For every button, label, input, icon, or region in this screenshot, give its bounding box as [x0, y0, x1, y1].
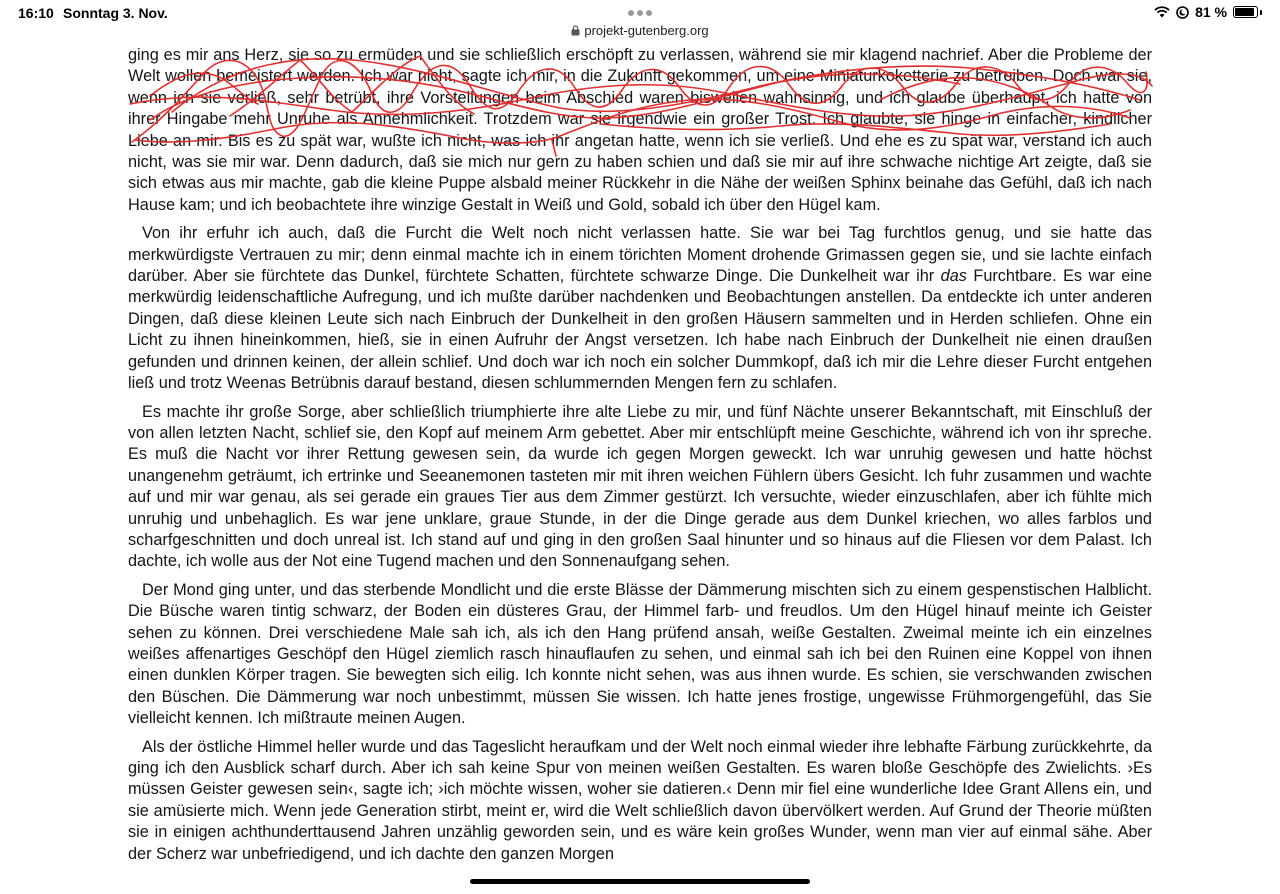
- browser-url-bar[interactable]: [0, 0, 1280, 46]
- address-field[interactable]: [0, 23, 1280, 38]
- paragraph: ging es mir ans Herz, sie so zu ermüden und sie schließlich erschöpft zu verlassen, während sie mir klagend nachrief. Aber die Probleme der Welt wollen bemeistert werden. Ich war nicht, sagte ich mir, in die Zukunft gekommen, um eine Miniaturkoketterie zu betreiben. Doch war sie, wenn ich sie verließ, sehr betrübt, ihre Vorstellungen beim Abschied waren bisweilen wahnsinnig, und ich glaube überhaupt, ich hatte von ihrer Hingabe mehr Unruhe als Annehmlichkeit. Trotzdem war sie irgendwie ein großer Trost. Ich glaubte, sie hinge in einfacher, kindlicher Liebe an mir. Bis es zu spät war, wußte ich nicht, was ich ihr angetan hatte, wenn ich sie verließ. Und ehe es zu spät war, verstand ich auch nicht, was sie mir war. Denn dadurch, daß sie mich nur gern zu haben schien und daß sie mir auf ihre schwache nichtige Art zeigte, daß sie sich etwas aus mir machte, gab die kleine Puppe alsbald meiner Rückkehr in die Nähe der weißen Sphinx beinahe das Gefühl, daß ich nach Hause kam; und ich beobachtete ihre winzige Gestalt in Weiß und Gold, sobald ich über den Hügel kam.: [128, 46, 1152, 214]
- emphasis-text: das: [940, 267, 967, 286]
- paragraph: [128, 223, 1152, 394]
- paragraph: Als der östliche Himmel heller wurde und das Tageslicht heraufkam und der Welt noch einmal wieder ihre lebhafte Färbung zurückkehrte, da ging ich den Ausblick scharf durch. Aber ich sah keine Spur von meinen weißen Gestalten. Es waren bloße Geschöpfe des Zwielichts. ›Es müssen Geister gewesen sein‹, sagte ich; ›ich möchte wissen, woher sie datieren.‹ Denn mir fiel eine wunderliche Idee Grant Allens ein, und sie amüsierte mich. Wenn jede Generation stirbt, meint er, wird die Welt schließlich davon übervölkert werden. Auf Grund der Theorie müßten sie in einigen achthunderttausend Jahren unzählig geworden sein, und es wäre kein großes Wunder, wenn man vier auf einmal sähe. Aber der Scherz war unbefriedigend, und ich dachte den ganzen Morgen: [128, 737, 1152, 863]
- status-date: Sonntag 3. Nov.: [63, 5, 168, 21]
- paragraph: Der Mond ging unter, und das sterbende Mondlicht und die erste Blässe der Dämmerung mischten sich zu einem gespenstischen Halblicht. Die Büsche waren tintig schwarz, der Boden ein düsteres Grau, der Himmel farb- und freudlos. Um den Hügel hinauf meinte ich Geister sehen zu können. Drei verschiedene Male sah ich, als ich den Hang prüfend ansah, weiße Gestalten. Zweimal meinte ich ein einzelnes weißes affenartiges Geschöpf den Hügel ziemlich rasch hinauflaufen zu sehen, und einmal sah ich bei den Ruinen eine Koppel von ihnen einen dunklen Körper tragen. Sie bewegten sich eilig. Ich konnte nicht sehen, was aus ihnen wurde. Es schien, sie verschwanden zwischen den Büschen. Die Dämmerung war noch unbestimmt, müssen Sie wissen. Ich hatte jenes frostige, ungewisse Frühmorgengefühl, das Sie vielleicht kennen. Ich mißtraute meinen Augen.: [128, 580, 1152, 728]
- url-text: projekt-gutenberg.org: [584, 23, 709, 38]
- battery-percent: 81 %: [1195, 4, 1227, 20]
- reader-text: [128, 45, 1152, 872]
- more-dots-icon[interactable]: [628, 10, 652, 16]
- home-indicator[interactable]: [470, 879, 810, 884]
- lock-icon: [571, 25, 580, 36]
- status-time: 16:10: [18, 5, 54, 21]
- paragraph-text: Von ihr erfuhr ich auch, daß die Furcht die Welt noch nicht verlassen hatte. Sie war bei Tag furchtlos genug, und sie hatte das merkwürdigste Vertrauen zu mir; denn einmal machte ich in einem törichten Moment drohende Grimassen gegen sie, und sie lachte einfach darüber. Aber sie fürchtete das Dunkel, fürchtete Schatten, fürchtete schwarze Dinge. Die Dunkelheit war ihr: [128, 224, 1152, 286]
- paragraph-text: Furchtbare. Es war eine merkwürdig leidenschaftliche Aufregung, und ich mußte darüber nachdenken und Beobachtungen anstellen. Da entdeckte ich unter anderen Dingen, daß diese kleinen Leute sich nach Einbruch der Dunkelheit in den großen Häusern sammelten und in Herden schliefen. Ohne ein Licht zu ihnen hineinkommen, hieß, sie in einen Aufruhr der Angst versetzen. Ich habe nach Einbruch der Dunkelheit nie einen draußen gefunden und drinnen keinen, der allein schlief. Und doch war ich noch ein solcher Dummkopf, daß ich mir die Lehre dieser Furcht entgehen ließ und trotz Weenas Betrübnis darauf bestand, diesen schlummernden Mengen fern zu schlafen.: [128, 267, 1152, 393]
- paragraph: Es machte ihr große Sorge, aber schließlich triumphierte ihre alte Liebe zu mir, und fünf Nächte unserer Bekanntschaft, mit Einschluß der von allen letzten Nacht, schlief sie, den Kopf auf meinem Arm gebettet. Aber mir entschlüpft meine Geschichte, während ich von ihr spreche. Es muß die Nacht vor ihrer Rettung gewesen sein, da wurde ich gegen Morgen geweckt. Ich war unruhig gewesen und hatte höchst unangenehm geträumt, ich ertrinke und Seeanemonen tasteten mir mit ihren weichen Fühlern übers Gesicht. Ich fuhr zusammen und wachte auf und mir war genau, als sei gerade ein graues Tier aus dem Zimmer gestürzt. Ich versuchte, wieder einzuschlafen, aber ich fühlte mich unruhig und unbehaglich. Es war jene unklare, graue Stunde, in der die Dinge gerade aus dem Dunkel kriechen, wo alles farblos und scharfgeschnitten und doch unreal ist. Ich stand auf und ging in den großen Saal hinunter und so hinaus auf die Fliesen vor dem Palast. Ich dachte, ich wolle aus der Not eine Tugend machen und den Sonnenaufgang sehen.: [128, 402, 1152, 571]
